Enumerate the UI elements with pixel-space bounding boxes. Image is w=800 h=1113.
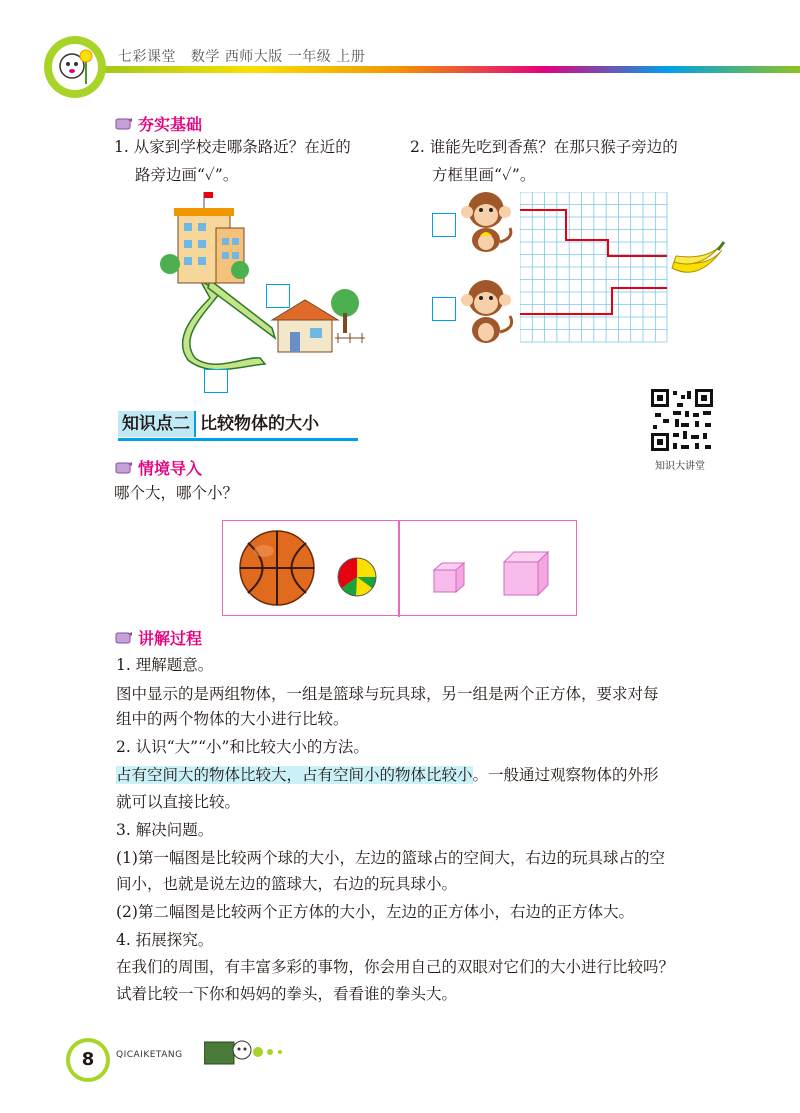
section-title-scenario: 情境导入 [138,459,203,478]
question-2-line1: 2. 谁能先吃到香蕉？在那只猴子旁边的 [410,138,678,156]
header-color-bar [68,66,800,73]
monkey-checkbox-bottom[interactable] [432,297,456,321]
question-2-line2: 方框里画“✓”。 [432,166,536,184]
large-cube-icon [502,551,550,601]
step-2-text-line1: 占有空间大的物体比较大，占有空间小的物体比较小。一般通过观察物体的外形 [116,766,659,784]
page-number: 8 [66,1038,110,1082]
question-1-line1: 1. 从家到学校走哪条路近？在近的 [114,138,351,156]
step-2-text-line2: 就可以直接比较。 [116,793,241,811]
section-title-explanation: 讲解过程 [138,629,203,648]
toy-ball-icon [336,556,378,602]
path-checkbox-upper[interactable] [266,284,290,308]
path-checkbox-lower[interactable] [204,369,228,393]
school-path-illustration [160,188,370,388]
key-rule-highlight: 占有空间大的物体比较大，占有空间小的物体比较小 [116,766,473,784]
scenario-question: 哪个大，哪个小？ [114,484,239,502]
monkey-top-icon [458,188,518,258]
step-3-part1-line2: 间小，也就是说左边的篮球大，右边的玩具球小。 [116,875,458,893]
section-title-basics: 夯实基础 [138,115,203,134]
knowledge-point-title: 比较物体的大小 [194,411,323,437]
header-title: 七彩课堂 数学 西师大版 一年级 上册 [118,49,366,65]
basketball-icon [238,529,316,611]
small-cube-icon [432,562,466,598]
step-3: 3. 解决问题。 [116,821,214,839]
footer-mascot-icon [204,1038,290,1070]
step-1-text-line2: 组中的两个物体的大小进行比较。 [116,710,349,728]
comparison-divider [398,520,400,617]
knowledge-point-heading [118,411,323,437]
footer-label: QICAIKETANG [116,1050,183,1060]
step-4-text-line2: 试着比较一下你和妈妈的拳头，看看谁的拳头大。 [116,985,458,1003]
path-grid [520,192,668,348]
step-4: 4. 拓展探究。 [116,931,214,949]
question-1-line2: 路旁边画“✓”。 [135,166,239,184]
knowledge-point-label: 知识点二 [118,411,194,437]
section-icon [115,460,133,479]
step-2: 2. 认识“大”“小”和比较大小的方法。 [116,738,369,756]
step-3-part1-line1: (1)第一幅图是比较两个球的大小，左边的篮球占的空间大，右边的玩具球占的空 [116,849,665,867]
step-3-part2: (2)第二幅图是比较两个正方体的大小，左边的正方体小，右边的正方体大。 [116,903,634,921]
qr-code-icon[interactable] [651,389,713,451]
mascot-icon [52,44,98,90]
step-4-text-line1: 在我们的周围，有丰富多彩的事物，你会用自己的双眼对它们的大小进行比较吗？ [116,958,675,976]
banana-icon [668,238,728,286]
monkey-bottom-icon [458,276,518,350]
qr-caption: 知识大讲堂 [655,461,705,472]
step-1: 1. 理解题意。 [116,656,214,674]
knowledge-point-underline [118,438,358,441]
section-icon [115,630,133,649]
step-1-text-line1: 图中显示的是两组物体，一组是篮球与玩具球，另一组是两个正方体，要求对每 [116,685,659,703]
monkey-checkbox-top[interactable] [432,213,456,237]
